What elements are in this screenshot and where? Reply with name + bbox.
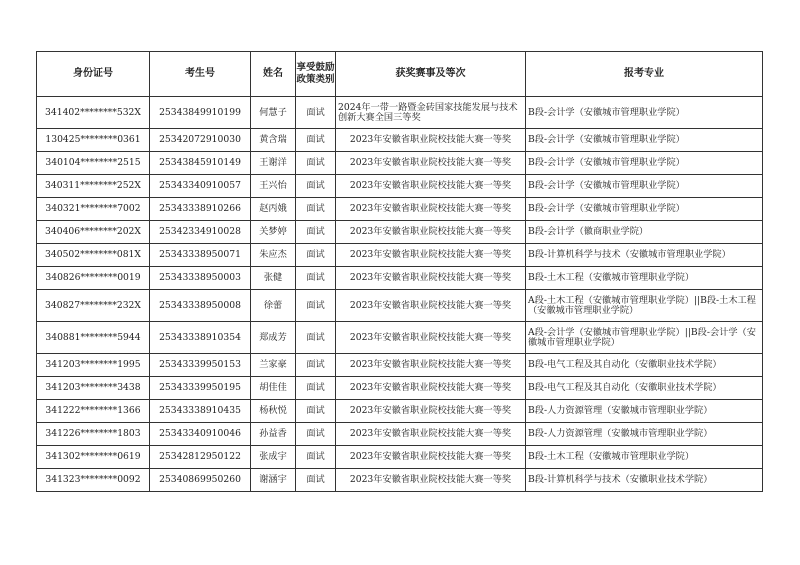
cell-policy: 面试 [296, 221, 336, 244]
cell-id: 341203********1995 [37, 354, 150, 377]
cell-policy: 面试 [296, 129, 336, 152]
cell-major: B段-会计学（安徽城市管理职业学院） [526, 97, 763, 129]
cell-major: B段-计算机科学与技术（安徽城市管理职业学院） [526, 244, 763, 267]
cell-policy: 面试 [296, 97, 336, 129]
table-row [37, 97, 763, 129]
cell-name: 王兴怡 [251, 175, 296, 198]
cell-award: 2023年安徽省职业院校技能大赛一等奖 [336, 244, 526, 267]
cell-policy: 面试 [296, 400, 336, 423]
cell-id: 341402********532X [37, 97, 150, 129]
cell-name: 兰家豪 [251, 354, 296, 377]
cell-id: 340104********2515 [37, 152, 150, 175]
cell-exam-no: 25343339950195 [150, 377, 251, 400]
table-row [37, 175, 763, 198]
cell-id: 341302********0619 [37, 446, 150, 469]
cell-name: 谢涵宇 [251, 469, 296, 492]
cell-major: B段-土木工程（安徽城市管理职业学院） [526, 446, 763, 469]
cell-policy: 面试 [296, 322, 336, 354]
cell-major: B段-电气工程及其自动化（安徽职业技术学院） [526, 354, 763, 377]
cell-exam-no: 25343340910057 [150, 175, 251, 198]
table-body [37, 97, 763, 492]
cell-exam-no: 25342812950122 [150, 446, 251, 469]
cell-exam-no: 25342334910028 [150, 221, 251, 244]
cell-id: 341222********1366 [37, 400, 150, 423]
cell-major: B段-人力资源管理（安徽城市管理职业学院） [526, 400, 763, 423]
table-row [37, 221, 763, 244]
cell-policy: 面试 [296, 267, 336, 290]
cell-id: 340826********0019 [37, 267, 150, 290]
cell-major: A段-土木工程（安徽城市管理职业学院）||B段-土木工程（安徽城市管理职业学院） [526, 290, 763, 322]
cell-award: 2023年安徽省职业院校技能大赛一等奖 [336, 469, 526, 492]
cell-policy: 面试 [296, 152, 336, 175]
cell-exam-no: 25343338950071 [150, 244, 251, 267]
cell-major: B段-电气工程及其自动化（安徽职业技术学院） [526, 377, 763, 400]
cell-policy: 面试 [296, 290, 336, 322]
cell-name: 张健 [251, 267, 296, 290]
cell-name: 郑成芳 [251, 322, 296, 354]
cell-major: B段-会计学（安徽城市管理职业学院） [526, 152, 763, 175]
header-major: 报考专业 [526, 52, 763, 97]
cell-exam-no: 25343339950153 [150, 354, 251, 377]
cell-major: B段-土木工程（安徽城市管理职业学院） [526, 267, 763, 290]
cell-award: 2023年安徽省职业院校技能大赛一等奖 [336, 322, 526, 354]
cell-name: 王谢洋 [251, 152, 296, 175]
header-exam-no: 考生号 [150, 52, 251, 97]
cell-award: 2023年安徽省职业院校技能大赛一等奖 [336, 423, 526, 446]
cell-major: A段-会计学（安徽城市管理职业学院）||B段-会计学（安徽城市管理职业学院） [526, 322, 763, 354]
cell-exam-no: 25343338950003 [150, 267, 251, 290]
cell-exam-no: 25340869950260 [150, 469, 251, 492]
header-name: 姓名 [251, 52, 296, 97]
cell-id: 340881********5944 [37, 322, 150, 354]
cell-id: 340321********7002 [37, 198, 150, 221]
cell-major: B段-会计学（安徽城市管理职业学院） [526, 129, 763, 152]
cell-policy: 面试 [296, 198, 336, 221]
cell-award: 2023年安徽省职业院校技能大赛一等奖 [336, 354, 526, 377]
table-row [37, 469, 763, 492]
cell-name: 黄含瑞 [251, 129, 296, 152]
cell-policy: 面试 [296, 244, 336, 267]
cell-award: 2023年安徽省职业院校技能大赛一等奖 [336, 290, 526, 322]
cell-award: 2023年安徽省职业院校技能大赛一等奖 [336, 377, 526, 400]
table-header-row [37, 52, 763, 97]
cell-major: B段-人力资源管理（安徽城市管理职业学院） [526, 423, 763, 446]
cell-exam-no: 25343338910266 [150, 198, 251, 221]
table-row [37, 322, 763, 354]
cell-name: 孙益香 [251, 423, 296, 446]
cell-name: 赵丙娥 [251, 198, 296, 221]
cell-name: 朱应杰 [251, 244, 296, 267]
cell-policy: 面试 [296, 354, 336, 377]
table-row [37, 267, 763, 290]
cell-award: 2024年一带一路暨金砖国家技能发展与技术创新大赛全国三等奖 [336, 97, 526, 129]
cell-exam-no: 25343338950008 [150, 290, 251, 322]
cell-id: 341203********3438 [37, 377, 150, 400]
cell-id: 130425********0361 [37, 129, 150, 152]
candidate-table [36, 51, 763, 492]
table-row [37, 129, 763, 152]
table-row [37, 423, 763, 446]
cell-id: 340311********252X [37, 175, 150, 198]
table-row [37, 446, 763, 469]
cell-policy: 面试 [296, 175, 336, 198]
header-award: 获奖赛事及等次 [336, 52, 526, 97]
cell-award: 2023年安徽省职业院校技能大赛一等奖 [336, 221, 526, 244]
cell-id: 340827********232X [37, 290, 150, 322]
cell-id: 340406********202X [37, 221, 150, 244]
cell-name: 关梦婷 [251, 221, 296, 244]
document-page [36, 51, 763, 492]
cell-major: B段-计算机科学与技术（安徽职业技术学院） [526, 469, 763, 492]
cell-exam-no: 25343849910199 [150, 97, 251, 129]
cell-award: 2023年安徽省职业院校技能大赛一等奖 [336, 152, 526, 175]
cell-name: 胡佳佳 [251, 377, 296, 400]
cell-exam-no: 25343340910046 [150, 423, 251, 446]
cell-name: 张成宇 [251, 446, 296, 469]
table-row [37, 400, 763, 423]
cell-name: 杨秋悦 [251, 400, 296, 423]
cell-id: 341323********0092 [37, 469, 150, 492]
cell-award: 2023年安徽省职业院校技能大赛一等奖 [336, 198, 526, 221]
cell-award: 2023年安徽省职业院校技能大赛一等奖 [336, 400, 526, 423]
table-row [37, 290, 763, 322]
header-policy: 享受鼓励政策类别 [296, 52, 336, 97]
cell-name: 何慧子 [251, 97, 296, 129]
cell-exam-no: 25342072910030 [150, 129, 251, 152]
cell-award: 2023年安徽省职业院校技能大赛一等奖 [336, 129, 526, 152]
cell-id: 341226********1803 [37, 423, 150, 446]
cell-name: 徐蕾 [251, 290, 296, 322]
table-row [37, 152, 763, 175]
table-row [37, 244, 763, 267]
cell-major: B段-会计学（安徽城市管理职业学院） [526, 175, 763, 198]
table-row [37, 377, 763, 400]
cell-award: 2023年安徽省职业院校技能大赛一等奖 [336, 175, 526, 198]
table-row [37, 198, 763, 221]
cell-award: 2023年安徽省职业院校技能大赛一等奖 [336, 267, 526, 290]
cell-award: 2023年安徽省职业院校技能大赛一等奖 [336, 446, 526, 469]
cell-policy: 面试 [296, 423, 336, 446]
cell-policy: 面试 [296, 469, 336, 492]
cell-major: B段-会计学（安徽城市管理职业学院） [526, 198, 763, 221]
cell-major: B段-会计学（徽商职业学院） [526, 221, 763, 244]
cell-id: 340502********081X [37, 244, 150, 267]
cell-exam-no: 25343338910435 [150, 400, 251, 423]
cell-exam-no: 25343845910149 [150, 152, 251, 175]
table-row [37, 354, 763, 377]
header-id: 身份证号 [37, 52, 150, 97]
cell-exam-no: 25343338910354 [150, 322, 251, 354]
cell-policy: 面试 [296, 446, 336, 469]
cell-policy: 面试 [296, 377, 336, 400]
